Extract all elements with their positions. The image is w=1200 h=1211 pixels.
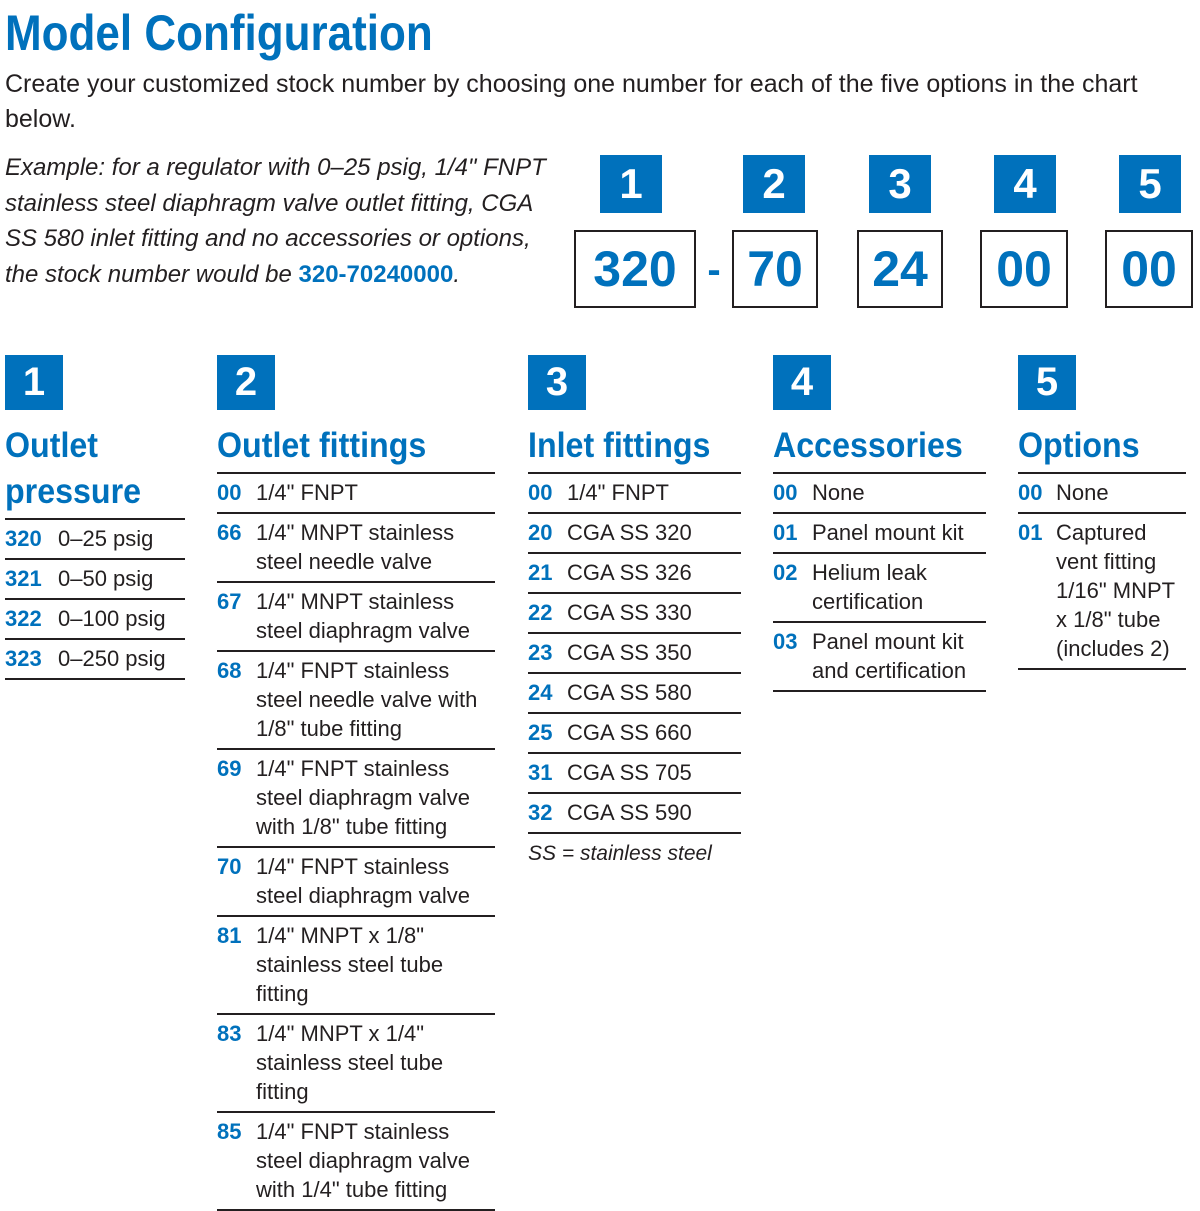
option-desc: 0–100 psig	[58, 606, 166, 631]
column-title-line: Outlet	[5, 426, 99, 465]
option-desc: 1/4" FNPT	[256, 480, 358, 505]
column-title-line: Options	[1018, 426, 1140, 465]
list-item	[217, 514, 495, 583]
list-item	[217, 917, 495, 1015]
example-number-4: 4	[994, 155, 1056, 213]
example-value-2: 70	[732, 230, 818, 308]
footnote: SS = stainless steel	[528, 842, 712, 865]
option-code: 00	[217, 480, 242, 505]
list-item	[1018, 474, 1186, 514]
list-item	[773, 474, 986, 514]
option-code: 01	[773, 520, 798, 545]
option-code: 321	[5, 566, 42, 591]
list-item	[217, 583, 495, 652]
option-code: 67	[217, 589, 242, 614]
list-item	[5, 600, 185, 640]
column-title-line: Outlet fittings	[217, 426, 427, 465]
option-desc: 1/4" FNPT stainless steel needle valve with 1/8" tube fitting	[256, 658, 478, 741]
option-desc: 0–50 psig	[58, 566, 154, 591]
option-desc: CGA SS 660	[567, 720, 692, 745]
option-code: 83	[217, 1021, 242, 1046]
column-number: 5	[1018, 355, 1076, 410]
column-outlet-fittings	[217, 355, 495, 1211]
column-options	[1018, 355, 1186, 670]
list-item	[528, 754, 741, 794]
list-item	[773, 554, 986, 623]
option-code: 02	[773, 560, 798, 585]
list-item	[528, 514, 741, 554]
option-code: 25	[528, 720, 553, 745]
option-code: 69	[217, 756, 242, 781]
list-item	[528, 634, 741, 674]
list-item	[217, 652, 495, 750]
column-title	[528, 423, 724, 469]
option-list	[217, 472, 495, 1211]
example-end: .	[453, 260, 460, 288]
option-code: 00	[1018, 480, 1043, 505]
column-title-line: pressure	[5, 472, 142, 511]
column-accessories	[773, 355, 986, 692]
option-desc: 1/4" FNPT stainless steel diaphragm valve with 1/4" tube fitting	[256, 1119, 471, 1202]
option-desc: CGA SS 705	[567, 760, 692, 785]
list-item	[217, 750, 495, 848]
option-desc: 0–25 psig	[58, 526, 154, 551]
option-desc: 1/4" MNPT stainless steel diaphragm valve	[256, 589, 471, 643]
list-item	[217, 1113, 495, 1211]
option-code: 70	[217, 854, 242, 879]
list-item	[528, 594, 741, 634]
list-item	[773, 623, 986, 692]
example-number-5: 5	[1119, 155, 1181, 213]
option-list	[773, 472, 986, 692]
example-value-5: 00	[1105, 230, 1193, 308]
option-desc: None	[812, 480, 865, 505]
option-code: 03	[773, 629, 798, 654]
option-desc: 1/4" MNPT stainless steel needle valve	[256, 520, 455, 574]
example-number-1: 1	[600, 155, 662, 213]
column-number: 2	[217, 355, 275, 410]
option-code: 00	[773, 480, 798, 505]
option-code: 20	[528, 520, 553, 545]
option-code: 68	[217, 658, 242, 683]
option-desc: CGA SS 580	[567, 680, 692, 705]
option-code: 21	[528, 560, 553, 585]
option-code: 23	[528, 640, 553, 665]
list-item	[528, 554, 741, 594]
list-item	[773, 514, 986, 554]
option-desc: 0–250 psig	[58, 646, 166, 671]
column-title-line: Inlet fittings	[528, 426, 711, 465]
option-desc: None	[1056, 480, 1109, 505]
option-code: 01	[1018, 520, 1043, 545]
list-item	[1018, 514, 1186, 670]
intro-text: Create your customized stock number by choosing one number for each of the five options in the chart below.	[5, 70, 1138, 133]
option-list	[528, 472, 741, 834]
list-item	[217, 474, 495, 514]
column-inlet-fittings	[528, 355, 741, 868]
column-title	[5, 423, 171, 515]
column-title	[217, 423, 473, 469]
option-desc: CGA SS 320	[567, 520, 692, 545]
list-item	[217, 848, 495, 917]
option-desc: CGA SS 350	[567, 640, 692, 665]
option-desc: Captured vent fitting 1/16" MNPT x 1/8" tube (includes 2)	[1056, 520, 1175, 661]
example-dash: -	[707, 248, 721, 292]
option-desc: Panel mount kit	[812, 520, 964, 545]
column-outlet-pressure	[5, 355, 185, 680]
option-desc: 1/4" MNPT x 1/8" stainless steel tube fitting	[256, 923, 444, 1006]
option-code: 81	[217, 923, 242, 948]
option-code: 66	[217, 520, 242, 545]
option-desc: Helium leak certification	[812, 560, 927, 614]
option-desc: CGA SS 326	[567, 560, 692, 585]
option-desc: Panel mount kit and certification	[812, 629, 967, 683]
list-item	[528, 794, 741, 834]
example-value-3: 24	[857, 230, 943, 308]
column-title-line: Accessories	[773, 426, 963, 465]
list-item	[528, 674, 741, 714]
option-code: 22	[528, 600, 553, 625]
example-number-3: 3	[869, 155, 931, 213]
option-code: 24	[528, 680, 553, 705]
option-desc: 1/4" MNPT x 1/4" stainless steel tube fitting	[256, 1021, 444, 1104]
example-value-4: 00	[980, 230, 1068, 308]
option-code: 85	[217, 1119, 242, 1144]
option-desc: 1/4" FNPT stainless steel diaphragm valve with 1/8" tube fitting	[256, 756, 471, 839]
column-title	[773, 423, 969, 469]
example-text	[5, 150, 565, 292]
option-code: 320	[5, 526, 42, 551]
option-code: 00	[528, 480, 553, 505]
column-title	[1018, 423, 1173, 469]
list-item	[528, 474, 741, 514]
example-number-2: 2	[743, 155, 805, 213]
list-item	[528, 714, 741, 754]
option-code: 323	[5, 646, 42, 671]
option-list	[5, 518, 185, 680]
example-body: Example: for a regulator with 0–25 psig, 1/4" FNPT stainless steel diaphragm valve outlet fitting, CGA SS 580 inlet fitting and no accessories or options, the stock number would be	[5, 154, 546, 288]
list-item	[5, 560, 185, 600]
option-desc: CGA SS 330	[567, 600, 692, 625]
option-code: 32	[528, 800, 553, 825]
option-code: 31	[528, 760, 553, 785]
column-number: 3	[528, 355, 586, 410]
column-number: 4	[773, 355, 831, 410]
option-desc: 1/4" FNPT	[567, 480, 669, 505]
list-item	[5, 520, 185, 560]
page-title: Model Configuration	[5, 5, 433, 61]
option-code: 322	[5, 606, 42, 631]
option-list	[1018, 472, 1186, 670]
example-value-1: 320	[574, 230, 696, 308]
example-stock-number: 320-70240000	[298, 260, 454, 288]
column-number: 1	[5, 355, 63, 410]
option-desc: CGA SS 590	[567, 800, 692, 825]
list-item	[5, 640, 185, 680]
option-desc: 1/4" FNPT stainless steel diaphragm valve	[256, 854, 471, 908]
list-item	[217, 1015, 495, 1113]
